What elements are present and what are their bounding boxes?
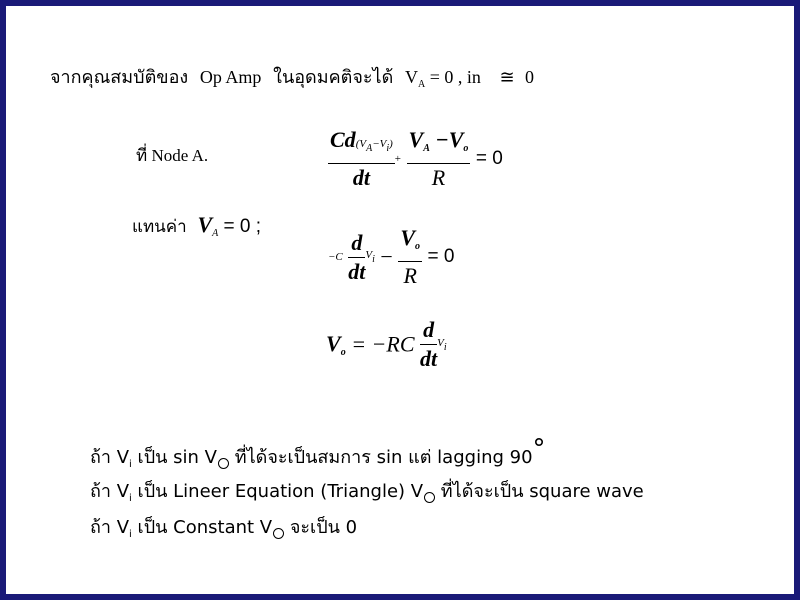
intro-line — [50, 62, 534, 91]
substituted-equation: −C $\frac{d}{dt}$ $V_i$ − $\frac{V_o}{R}$ = 0 — [328, 225, 455, 288]
node-equation — [328, 126, 503, 192]
fraction-d-dt-result: $\frac{d}{dt}$ — [420, 317, 438, 371]
plus-sign: + — [394, 153, 402, 165]
ideal-thai: ในอุดมคติจะได้ — [273, 67, 394, 88]
eq1-rhs: = 0 — [475, 148, 503, 169]
op-amp-text: Op Amp — [199, 67, 262, 87]
fraction-va-vo-r: $\frac{V_A -V_o}{R}$ — [408, 127, 469, 190]
bullet-triangle: ถ้า $V_i$ เป็น Lineer Equation (Triangle) V ที่ได้จะเป็น square wave — [90, 481, 644, 504]
fraction-d-dt: $\frac{d}{dt}$ — [348, 229, 366, 284]
result-equation: $V_o = -RC$ $\frac{d}{dt}$ $V_i$ — [326, 317, 447, 371]
intro-thai: จากคุณสมบัติของ — [50, 67, 189, 88]
slide — [6, 6, 794, 594]
substitute-line: แทนค่า $V_A = 0$ ; — [132, 212, 262, 239]
va-condition: $V_A = 0$ , in ≅ 0 — [405, 67, 535, 90]
bullet-sin: ถ้า $V_i$ เป็น sin V ที่ได้จะเป็นสมการ sin แต่ lagging 90° — [90, 434, 546, 470]
approx-symbol: ≅ — [499, 67, 515, 88]
bullet-constant: ถ้า $V_i$ เป็น Constant V จะเป็น 0 — [90, 517, 358, 540]
circle-subscript-icon — [424, 492, 435, 503]
circle-subscript-icon — [273, 528, 284, 539]
approx-zero: 0 — [525, 67, 535, 87]
fraction-vo-r: $\frac{V_o}{R}$ — [400, 225, 421, 288]
circle-subscript-icon — [218, 458, 229, 469]
fraction-cd-dt: $\frac{Cd(V_A-V_i)}{dt}$ — [330, 127, 393, 190]
node-a-label: ที่ Node A. — [136, 146, 209, 166]
eq2-rhs: = 0 — [427, 246, 455, 267]
